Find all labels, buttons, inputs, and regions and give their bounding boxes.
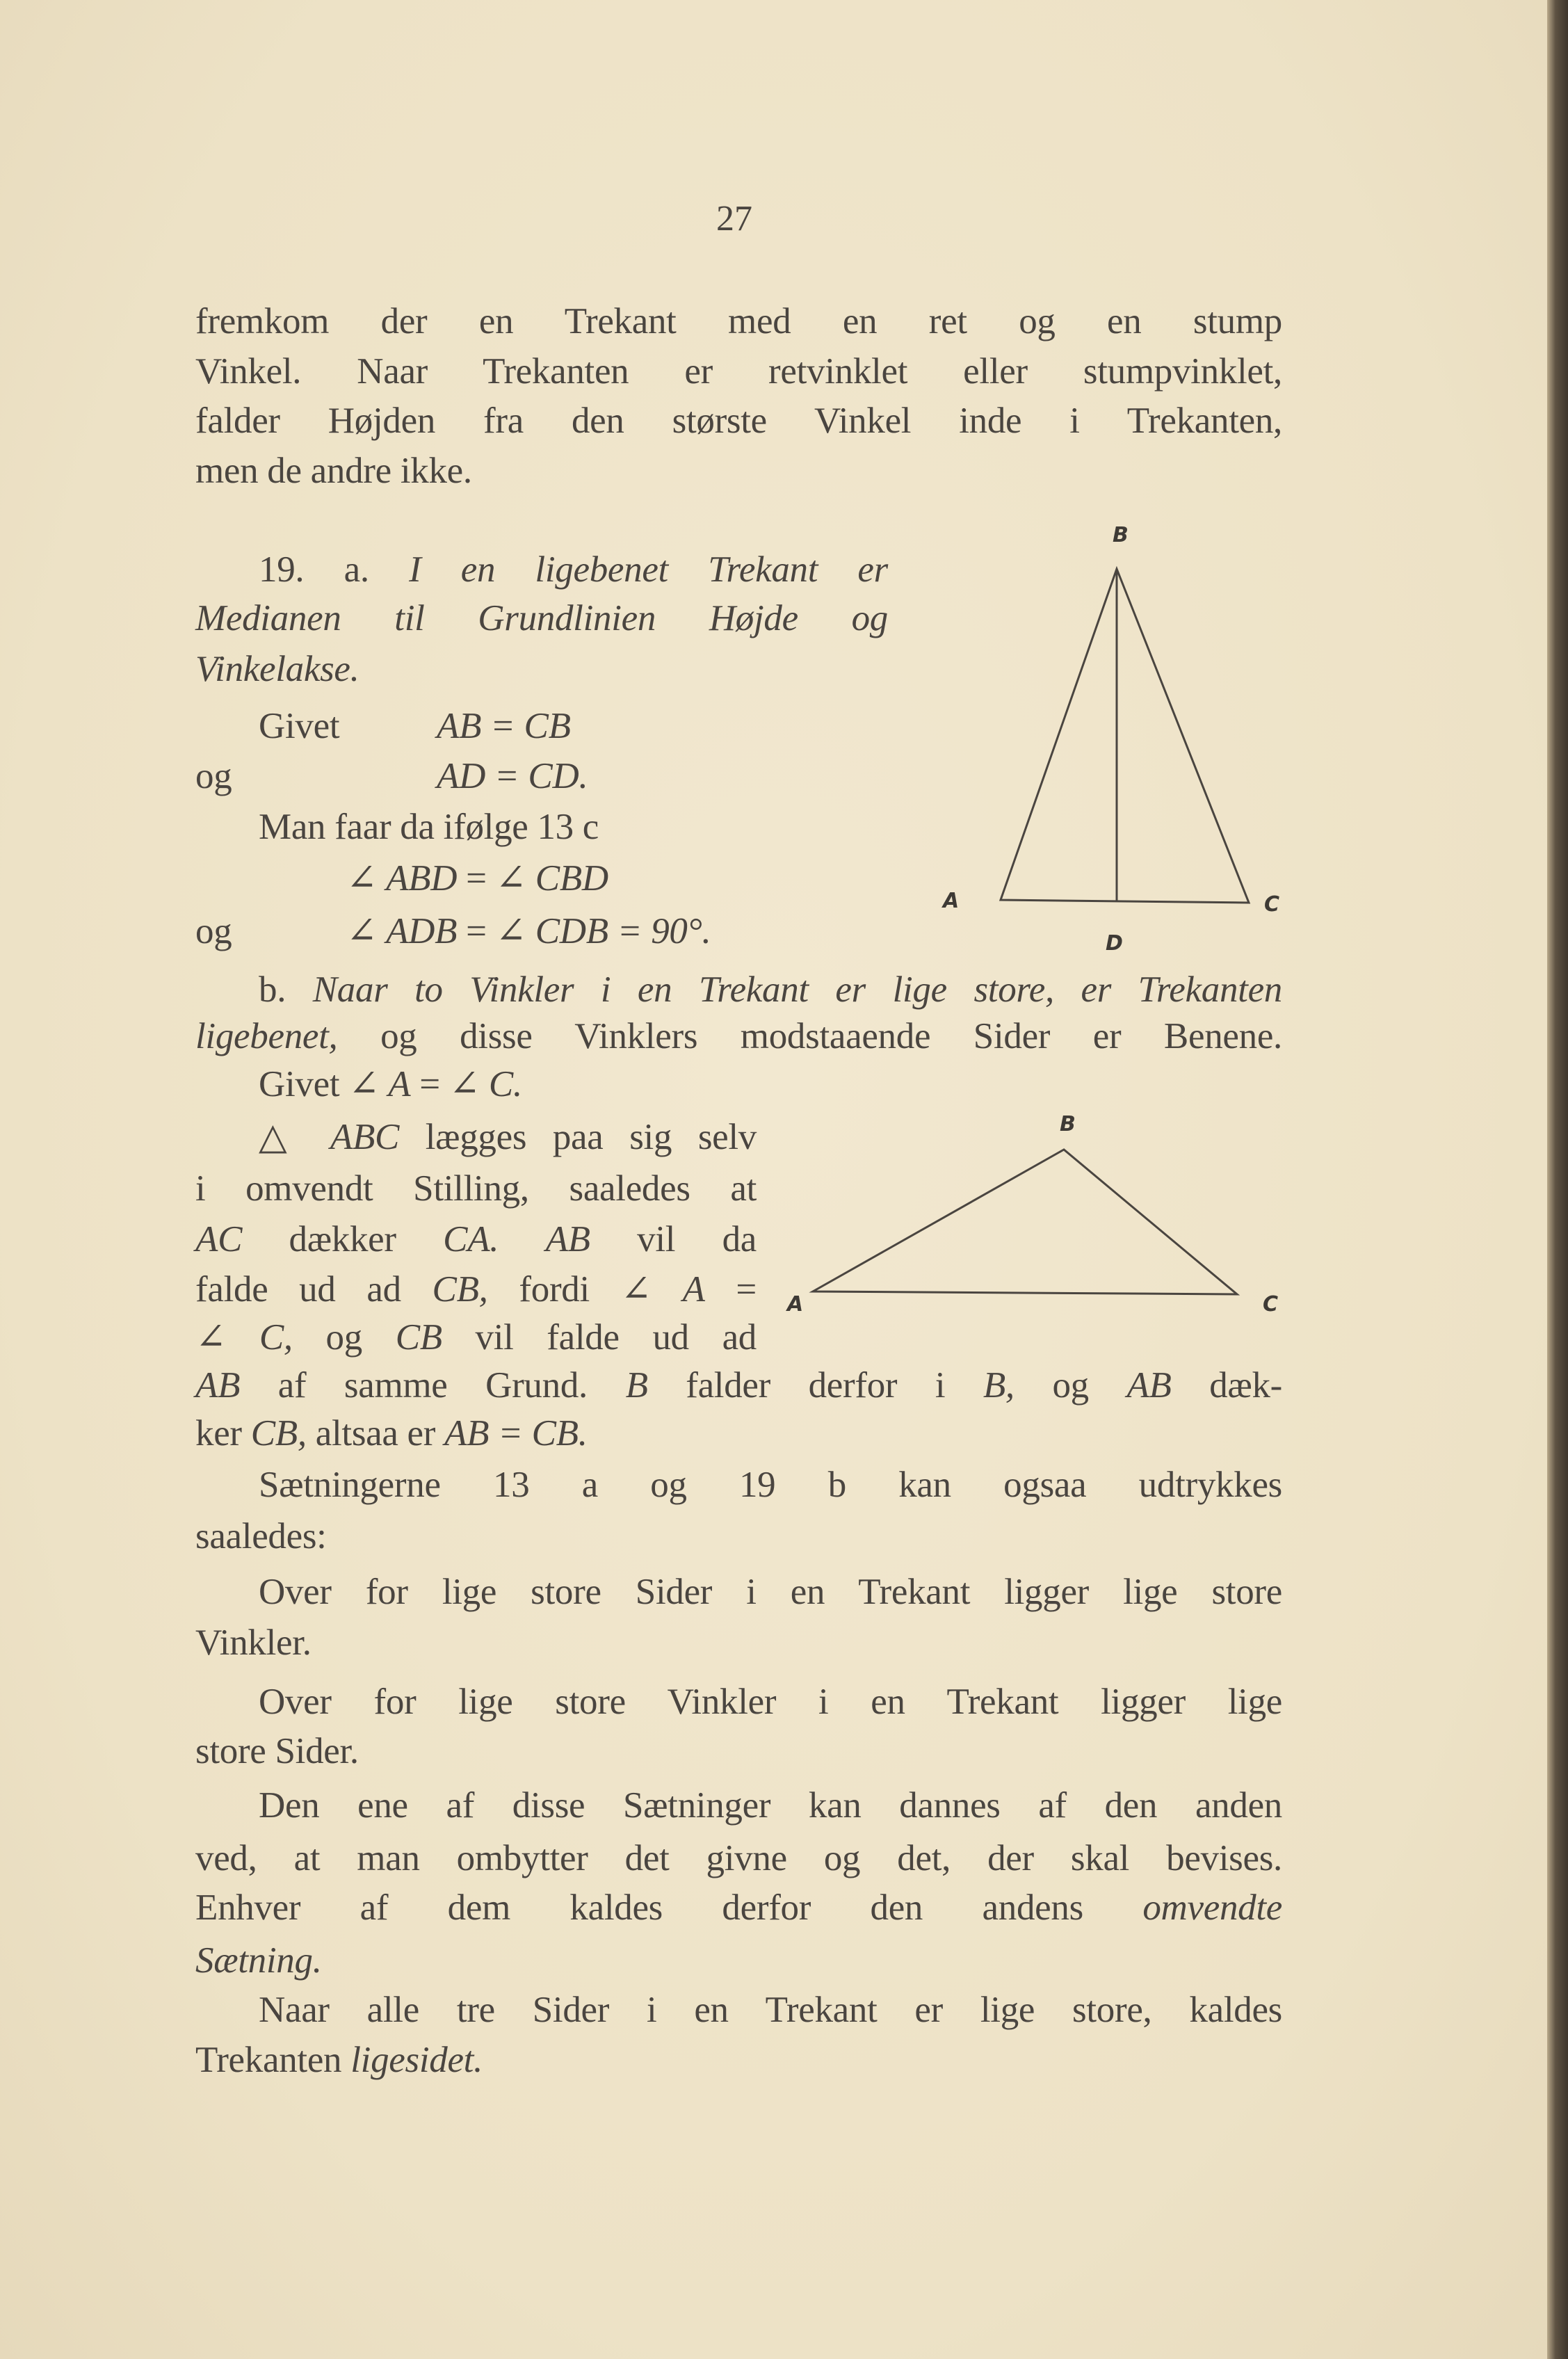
text-run: dæk- xyxy=(1171,1365,1282,1406)
text-run: i omvendt Stilling, saaledes at xyxy=(195,1168,757,1209)
text-run: og xyxy=(1014,1365,1127,1406)
italic-text: AB = CB. xyxy=(444,1413,588,1454)
text-run: ved, at man ombytter det givne og det, der skal bevises. xyxy=(195,1838,1282,1878)
italic-text: CBD xyxy=(535,858,608,899)
text-run: altsaa er xyxy=(306,1413,445,1454)
text-run: dækker xyxy=(242,1219,444,1259)
figure1-label-d: D xyxy=(1106,931,1123,956)
text-run: og xyxy=(195,756,232,796)
text-run: lægges paa sig selv xyxy=(399,1117,757,1157)
text-run: men de andre ikke. xyxy=(195,451,472,491)
text-run: ker xyxy=(195,1413,251,1454)
italic-text: AB xyxy=(1126,1365,1172,1406)
italic-text: ligebenet, xyxy=(195,1016,338,1056)
text-run: Givet ∠ xyxy=(259,1064,389,1104)
text-run: fremkom der en Trekant med en ret og en stump xyxy=(195,301,1282,341)
text-run: fordi ∠ xyxy=(487,1269,683,1310)
text-run: falde ud ad xyxy=(195,1269,433,1310)
italic-text: ABC xyxy=(330,1117,400,1157)
figure2-label-a: A xyxy=(787,1292,804,1317)
italic-text: CDB = 90°. xyxy=(535,911,711,951)
text-run: Enhver af dem kaldes derfor den andens xyxy=(195,1887,1143,1928)
text-run: og xyxy=(292,1317,396,1358)
text-run: = ∠ xyxy=(457,911,535,951)
italic-text: CB, xyxy=(432,1269,488,1310)
text-run: saaledes: xyxy=(195,1516,327,1556)
italic-text: B xyxy=(625,1365,648,1406)
italic-text: ABD xyxy=(386,858,458,899)
text-run: vil da xyxy=(590,1219,757,1259)
text-run: ∠ xyxy=(195,1317,259,1358)
text-run: af samme Grund. xyxy=(240,1365,626,1406)
text-run: △ xyxy=(259,1117,330,1157)
text-run: falder Højden fra den største Vinkel inde i Trekanten, xyxy=(195,401,1282,441)
figure1-label-c: C xyxy=(1264,892,1280,917)
italic-text: Vinkelakse. xyxy=(195,649,359,689)
italic-text: AB = CB xyxy=(437,706,571,746)
text-run: = ∠ xyxy=(410,1064,489,1104)
text-run: Over for lige store Sider i en Trekant ligger lige store xyxy=(259,1572,1282,1612)
text-run: ∠ xyxy=(346,858,387,899)
text-run: og disse Vinklers modstaaende Sider er Benene. xyxy=(337,1016,1282,1056)
text-run: falder derfor i xyxy=(647,1365,983,1406)
figure1-label-a: A xyxy=(943,889,960,913)
text-run: vil falde ud ad xyxy=(442,1317,757,1358)
text-run: 19. a. xyxy=(259,549,410,590)
isosceles-triangle-figure-1 xyxy=(1001,569,1249,903)
italic-text: AC xyxy=(195,1219,243,1259)
isosceles-triangle-figure-2 xyxy=(813,1150,1237,1294)
italic-text: Naar to Vinkler i en Trekant er lige store, er Trekanten xyxy=(312,969,1282,1010)
italic-text: A xyxy=(388,1064,411,1104)
italic-text: B, xyxy=(983,1365,1015,1406)
text-run: og xyxy=(195,911,232,951)
text-run: Naar alle tre Sider i en Trekant er lige store, kaldes xyxy=(259,1990,1282,2030)
text-run: Givet xyxy=(259,706,340,746)
text-run: = ∠ xyxy=(457,858,535,899)
italic-text: omvendte xyxy=(1142,1887,1282,1928)
text-run: Den ene af disse Sætninger kan dannes af den anden xyxy=(259,1785,1282,1826)
italic-text: CA. xyxy=(443,1219,499,1259)
italic-text: CB, xyxy=(250,1413,307,1454)
italic-text: CB xyxy=(395,1317,442,1358)
italic-text: AD = CD. xyxy=(437,756,588,796)
text-run: Vinkel. Naar Trekanten er retvinklet eller stumpvinklet, xyxy=(195,351,1282,392)
italic-text: ligesidet. xyxy=(350,2040,483,2080)
figure2-label-c: C xyxy=(1263,1292,1279,1317)
figure2-label-b: B xyxy=(1060,1112,1076,1136)
text-run: ∠ xyxy=(346,911,387,951)
figure1-label-b: B xyxy=(1113,523,1129,547)
italic-text: C. xyxy=(488,1064,522,1104)
text-run: = xyxy=(704,1269,757,1310)
italic-text: C, xyxy=(259,1317,293,1358)
italic-text: AB xyxy=(195,1365,241,1406)
italic-text: I en ligebenet Trekant er xyxy=(409,549,888,590)
page-number: 27 xyxy=(716,199,752,239)
italic-text: A xyxy=(682,1269,705,1310)
text-run: Over for lige store Vinkler i en Trekant ligger lige xyxy=(259,1682,1282,1722)
italic-text: AB xyxy=(545,1219,590,1259)
text-run: Sætningerne 13 a og 19 b kan ogsaa udtrykkes xyxy=(259,1465,1282,1505)
italic-text: Medianen til Grundlinien Højde og xyxy=(195,598,888,638)
text-run: Trekanten xyxy=(195,2040,351,2080)
italic-text: ADB xyxy=(386,911,458,951)
text-run: store Sider. xyxy=(195,1731,359,1771)
text-run: Man faar da ifølge 13 c xyxy=(259,807,599,847)
text-run: Vinkler. xyxy=(195,1623,312,1663)
text-run: b. xyxy=(259,969,313,1010)
italic-text: Sætning. xyxy=(195,1940,322,1981)
